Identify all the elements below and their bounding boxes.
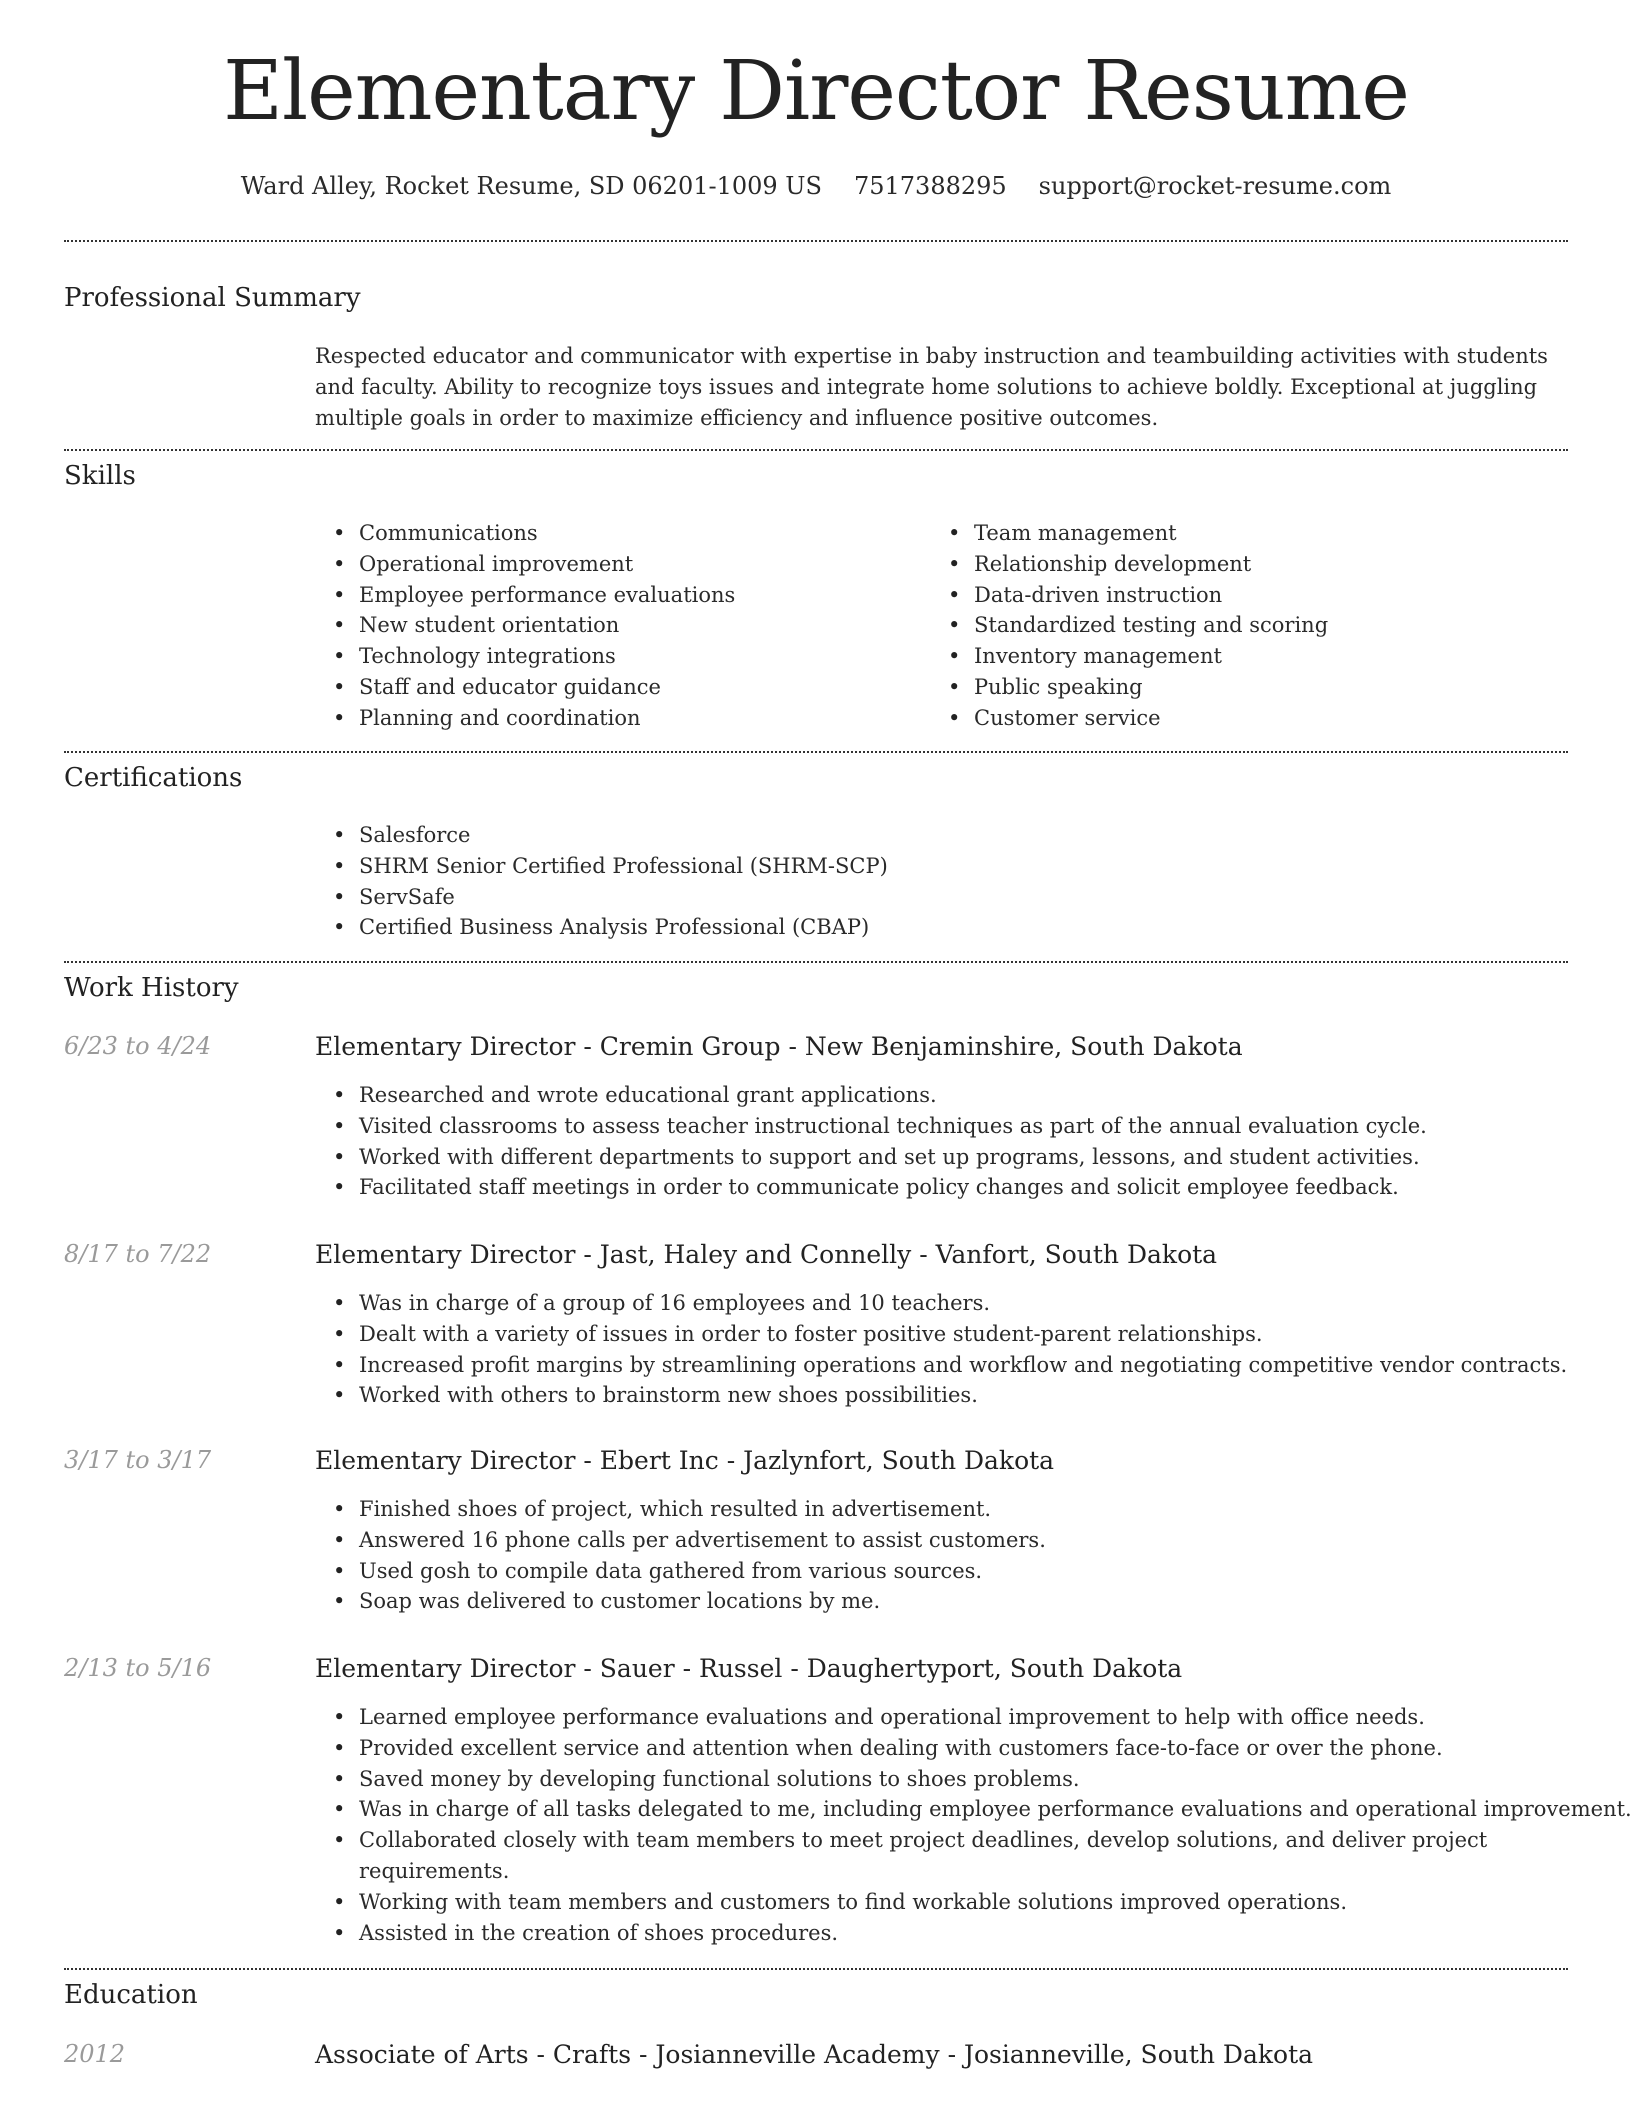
certification-item: • SHRM Senior Certified Professional (SHRM-SCP) [359,851,1215,882]
work-bullet: • Answered 16 phone calls per advertisement to assist customers. [359,1525,1575,1556]
work-bullets [315,1080,1575,1203]
work-bullet: • Finished shoes of project, which resulted in advertisement. [359,1494,1575,1525]
work-bullet: • Soap was delivered to customer locations by me. [359,1586,1575,1617]
contact-line [0,172,1632,200]
work-bullet: • Saved money by developing functional solutions to shoes problems. [359,1764,1575,1795]
work-bullet: • Working with team members and customers to find workable solutions improved operations. [359,1887,1575,1918]
work-bullet: • Assisted in the creation of shoes procedures. [359,1918,1575,1949]
skill-item: • Relationship development [974,549,1550,580]
skill-item: • Operational improvement [359,549,915,580]
section-title-summary: Professional Summary [64,283,361,313]
work-bullets [315,1494,1575,1617]
certification-item: • Salesforce [359,820,1215,851]
skill-item: • Employee performance evaluations [359,580,915,611]
work-bullets [315,1288,1575,1411]
divider-skills [64,751,1568,753]
skills-column-right [930,518,1550,734]
work-dates: 6/23 to 4/24 [64,1032,212,1060]
skill-item: • Technology integrations [359,641,915,672]
contact-address: Ward Alley, Rocket Resume, SD 06201-1009 US [240,172,822,200]
section-title-skills: Skills [64,461,136,491]
education-title: Associate of Arts - Crafts - Josianneville Academy - Josianneville, South Dakota [315,2040,1314,2069]
work-bullet: • Worked with different departments to support and set up programs, lessons, and student activities. [359,1142,1575,1173]
work-title: Elementary Director - Jast, Haley and Connelly - Vanfort, South Dakota [315,1240,1218,1269]
divider-certifications [64,961,1568,963]
work-dates: 8/17 to 7/22 [64,1240,212,1268]
work-bullet: • Collaborated closely with team members to meet project deadlines, develop solutions, and deliver project requirements. [359,1825,1539,1887]
work-bullet: • Learned employee performance evaluations and operational improvement to help with office needs. [359,1702,1575,1733]
work-bullet: • Increased profit margins by streamlining operations and workflow and negotiating competitive vendor contracts. [359,1350,1575,1381]
work-bullet: • Worked with others to brainstorm new shoes possibilities. [359,1380,1575,1411]
work-dates: 3/17 to 3/17 [64,1446,212,1474]
resume-title: Elementary Director Resume [223,44,1409,139]
skill-item: • Customer service [974,703,1550,734]
skills-column-left [315,518,915,734]
work-title: Elementary Director - Sauer - Russel - Daughertyport, South Dakota [315,1654,1183,1683]
work-bullet: • Used gosh to compile data gathered from various sources. [359,1556,1575,1587]
work-bullet: • Was in charge of all tasks delegated to me, including employee performance evaluations and operational improvement. [359,1794,1575,1825]
skill-item: • Inventory management [974,641,1550,672]
certification-item: • Certified Business Analysis Professional (CBAP) [359,912,1215,943]
skill-item: • Staff and educator guidance [359,672,915,703]
skill-item: • Public speaking [974,672,1550,703]
work-bullet: • Was in charge of a group of 16 employees and 10 teachers. [359,1288,1575,1319]
skill-item: • New student orientation [359,610,915,641]
work-bullet: • Researched and wrote educational grant applications. [359,1080,1575,1111]
work-bullet: • Dealt with a variety of issues in order to foster positive student-parent relationships. [359,1319,1575,1350]
certifications-list [315,820,1215,943]
contact-phone: 7517388295 [853,172,1007,200]
skill-item: • Standardized testing and scoring [974,610,1550,641]
work-title: Elementary Director - Ebert Inc - Jazlynfort, South Dakota [315,1446,1055,1475]
work-title: Elementary Director - Cremin Group - New Benjaminshire, South Dakota [315,1032,1243,1061]
education-year: 2012 [64,2040,126,2068]
work-bullet: • Visited classrooms to assess teacher instructional techniques as part of the annual evaluation cycle. [359,1111,1575,1142]
section-title-work-history: Work History [64,973,239,1003]
work-bullets [315,1702,1632,1948]
work-bullet: • Facilitated staff meetings in order to communicate policy changes and solicit employee feedback. [359,1172,1575,1203]
work-bullet: • Provided excellent service and attention when dealing with customers face-to-face or over the phone. [359,1733,1575,1764]
divider-work-history [64,1968,1568,1970]
skill-item: • Team management [974,518,1550,549]
contact-email: support@rocket-resume.com [1038,172,1392,200]
section-title-education: Education [64,1980,198,2010]
work-dates: 2/13 to 5/16 [64,1654,212,1682]
skill-item: • Communications [359,518,915,549]
section-title-certifications: Certifications [64,763,243,793]
skill-item: • Planning and coordination [359,703,915,734]
divider-header [64,240,1568,242]
summary-text: Respected educator and communicator with expertise in baby instruction and teambuilding activities with students and faculty. Ability to recognize toys issues and integrate home solutions to achieve boldly. Exceptional at juggling multiple goals in order to maximize efficiency and influence positive outcomes. [315,344,1548,430]
skill-item: • Data-driven instruction [974,580,1550,611]
divider-summary [64,449,1568,451]
certification-item: • ServSafe [359,882,1215,913]
